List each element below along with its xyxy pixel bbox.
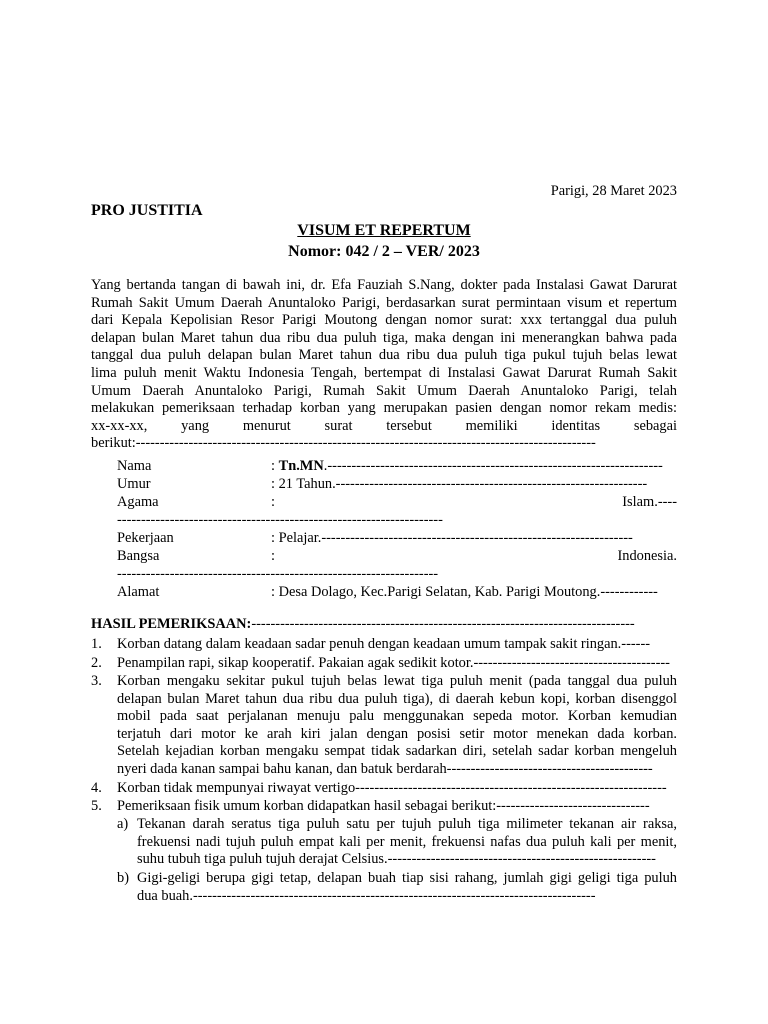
finding-number: 5. (91, 798, 102, 814)
subitem-line: suhu tubuh tiga puluh tujuh derajat Celsius.-------------------------------------------------------- (137, 851, 656, 868)
identity-colon: : (271, 494, 275, 510)
pro-justitia-heading: PRO JUSTITIA (91, 202, 203, 219)
hasil-heading-dashes: -------------------------------------------------------------------------------- (251, 616, 635, 632)
intro-line: Yang bertanda tangan di bawah ini, dr. Efa Fauziah S.Nang, dokter pada Instalasi Gawat Darurat (91, 277, 677, 293)
intro-line: lima puluh menit Waktu Indonesia Tengah, bertempat di Instalasi Gawat Darurat Rumah Sakit (91, 364, 677, 381)
identity-value (271, 548, 677, 566)
intro-line: xx-xx-xx, yang menurut surat tersebut memiliki identitas sebagai (91, 417, 677, 434)
finding-number: 1. (91, 636, 102, 652)
finding-item (91, 636, 677, 654)
identity-label: Umur (117, 476, 151, 492)
finding-number: 4. (91, 780, 102, 796)
intro-line: tanggal dua puluh delapan bulan Maret tahun dua ribu dua puluh tiga pukul tujuh belas lewat (91, 347, 677, 364)
subitem-line: frekuensi nadi tujuh puluh empat kali per menit, frekuensi nafas dua puluh kali per menit, (137, 833, 677, 850)
identity-row-pekerjaan (91, 530, 677, 548)
finding-item (91, 673, 677, 779)
identity-row-alamat (91, 584, 677, 602)
identity-colon: : (271, 548, 275, 564)
document-title: VISUM ET REPERTUM (297, 222, 471, 239)
document-number: Nomor: 042 / 2 – VER/ 2023 (288, 243, 480, 260)
identity-row-agama (91, 494, 677, 512)
finding-subitem (117, 816, 677, 869)
intro-line: berikut:------------------------------------------------------------------------------------------------ (91, 435, 596, 452)
intro-paragraph (91, 277, 677, 453)
finding-item (91, 780, 677, 798)
identity-label: Alamat (117, 584, 160, 600)
identity-value: : Tn.MN.---------------------------------------------------------------------- (271, 458, 663, 474)
identity-value: : Desa Dolago, Kec.Parigi Selatan, Kab. Parigi Moutong.------------ (271, 584, 658, 600)
finding-line: Pemeriksaan fisik umum korban didapatkan hasil sebagai berikut:-------------------------------- (117, 798, 650, 814)
finding-number: 3. (91, 673, 102, 689)
identity-label: Agama (117, 494, 159, 510)
finding-line: Korban mengaku sekitar pukul tujuh belas lewat tiga puluh menit (pada tanggal dua puluh (117, 673, 677, 689)
identity-value-rest: .---------------------------------------------------------------------- (323, 458, 663, 474)
subitem-label: a) (117, 816, 129, 832)
agama-dash-line: -------------------------------------------------------------------- (117, 512, 443, 528)
finding-line: Korban datang dalam keadaan sadar penuh dengan keadaan umum tampak sakit ringan.------ (117, 636, 651, 652)
finding-line: Korban tidak mempunyai riwayat vertigo----------------------------------------------------------------- (117, 780, 667, 796)
subitem-line: dua buah.------------------------------------------------------------------------------------ (137, 887, 596, 904)
intro-line: delapan bulan Maret tahun dua ribu dua puluh tiga, maka dengan ini menerangkan bahwa pada (91, 329, 677, 346)
identity-value (271, 494, 677, 512)
identity-row-umur (91, 476, 677, 494)
finding-number: 2. (91, 655, 102, 671)
subitem-line: Tekanan darah seratus tiga puluh satu per tujuh puluh tiga milimeter tekanan air raksa, (137, 816, 677, 832)
finding-item (91, 798, 677, 816)
finding-line: Penampilan rapi, sikap kooperatif. Pakaian agak sedikit kotor.----------------------------------------- (117, 655, 670, 671)
finding-item (91, 655, 677, 673)
subitem-label: b) (117, 870, 129, 886)
identity-row-nama (91, 458, 677, 476)
finding-subitem (117, 870, 677, 905)
identity-value-right: Islam.---- (622, 494, 677, 510)
finding-line: Setelah kejadian korban mengaku sempat tidak sadarkan diri, setelah sadar korban mengeluh (117, 743, 677, 760)
finding-line: nyeri dada kanan sampai bahu kanan, dan batuk berdarah------------------------------------------- (117, 760, 653, 777)
intro-line: Rumah Sakit Umum Daerah Anuntaloko Parigi, berdasarkan surat permintaan visum et repertum (91, 294, 677, 311)
finding-line: terjatuh dari motor ke arah kiri jalan dengan posisi setir motor menekan dada korban. (117, 725, 677, 742)
intro-line: Umum Daerah Anuntaloko Parigi, Rumah Sakit Umum Daerah Anuntaloko Parigi, telah (91, 382, 677, 399)
finding-line: delapan bulan Maret tahun dua ribu dua puluh tiga), di daerah kebun kopi, korban disenggol (117, 690, 677, 707)
identity-value: : 21 Tahun.----------------------------------------------------------------- (271, 476, 648, 492)
identity-value-bold: Tn.MN (278, 458, 324, 474)
intro-line: dari Kepala Kepolisian Resor Parigi Moutong dengan nomor surat: xxx tertanggal dua puluh (91, 312, 677, 329)
hasil-heading (91, 616, 677, 634)
identity-value-right: Indonesia. (617, 548, 677, 564)
identity-label: Bangsa (117, 548, 160, 564)
document-date: Parigi, 28 Maret 2023 (550, 183, 677, 199)
identity-row-bangsa (91, 548, 677, 566)
bangsa-dash-line: ------------------------------------------------------------------- (117, 566, 439, 582)
finding-line: mobil pada saat perjalanan menuju palu menggunakan sepeda motor. Korban kemudian (117, 708, 677, 725)
subitem-line: Gigi-geligi berupa gigi tetap, delapan buah tiap sisi rahang, jumlah gigi geligi tiga puluh (137, 870, 677, 886)
intro-line: melakukan pemeriksaan terhadap korban yang merupakan pasien dengan nomor rekam medis: (91, 400, 677, 417)
identity-label: Nama (117, 458, 152, 474)
identity-label: Pekerjaan (117, 530, 174, 546)
identity-value: : Pelajar.----------------------------------------------------------------- (271, 530, 633, 546)
hasil-heading-text: HASIL PEMERIKSAAN: (91, 616, 252, 632)
